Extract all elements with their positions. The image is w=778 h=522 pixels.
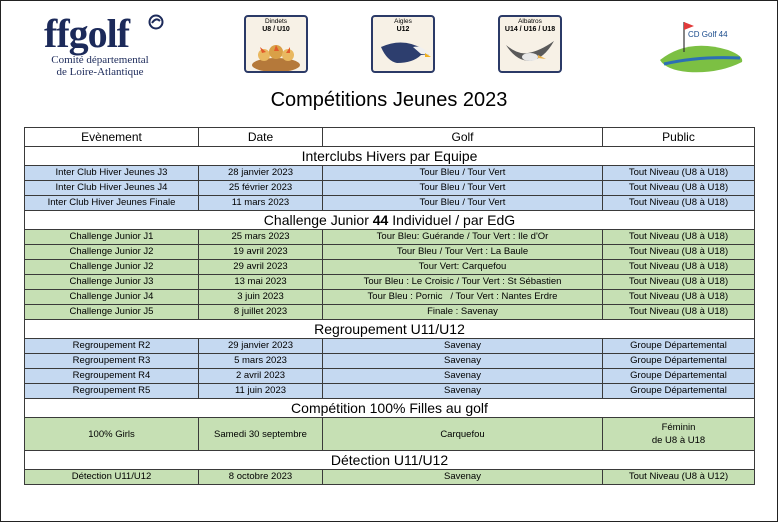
cell-public: Groupe Départemental xyxy=(603,339,755,354)
cell-event: Challenge Junior J2 xyxy=(25,245,199,260)
badge-name: Albatros xyxy=(518,18,542,25)
table-row xyxy=(25,305,755,320)
cell-golf: Savenay xyxy=(323,384,603,399)
table-header-row xyxy=(25,128,755,147)
cell-public-line2: de U8 à U18 xyxy=(651,435,706,446)
cell-event: Challenge Junior J2 xyxy=(25,260,199,275)
column-header-event: Evènement xyxy=(25,128,199,147)
cell-date: Samedi 30 septembre xyxy=(199,418,323,451)
cell-golf: Savenay xyxy=(323,470,603,485)
cell-date: 19 avril 2023 xyxy=(199,245,323,260)
ffgolf-logo xyxy=(44,11,169,78)
cell-event: Inter Club Hiver Jeunes J3 xyxy=(25,166,199,181)
cell-public: Tout Niveau (U8 à U18) xyxy=(603,260,755,275)
cell-public: Tout Niveau (U8 à U18) xyxy=(603,275,755,290)
table-row xyxy=(25,245,755,260)
cell-golf: Tour Bleu / Tour Vert xyxy=(323,166,603,181)
section-header-regroupement xyxy=(25,320,755,339)
table-row xyxy=(25,260,755,275)
table-row xyxy=(25,470,755,485)
cell-date: 3 juin 2023 xyxy=(199,290,323,305)
badge-category: U14 / U16 / U18 xyxy=(504,26,556,33)
table-row xyxy=(25,230,755,245)
cell-event: Challenge Junior J3 xyxy=(25,275,199,290)
cell-public: Groupe Départemental xyxy=(603,369,755,384)
badge-name: Aigles xyxy=(394,18,412,25)
cd-golf-44-text: CD Golf 44 xyxy=(688,30,728,39)
cell-public: Tout Niveau (U8 à U18) xyxy=(603,166,755,181)
cell-date: 13 mai 2023 xyxy=(199,275,323,290)
cell-golf: Tour Bleu / Tour Vert xyxy=(323,181,603,196)
cell-public: Groupe Départemental xyxy=(603,384,755,399)
cell-event: Challenge Junior J5 xyxy=(25,305,199,320)
section-header-filles xyxy=(25,399,755,418)
cell-public: Tout Niveau (U8 à U18) xyxy=(603,230,755,245)
cell-golf: Tour Bleu: Guérande / Tour Vert : Ile d'Or xyxy=(323,230,603,245)
section-header-challenge-junior xyxy=(25,211,755,230)
cell-date: 25 février 2023 xyxy=(199,181,323,196)
section-title-pre: Challenge Junior xyxy=(263,211,373,228)
table-row xyxy=(25,369,755,384)
ffgolf-subtitle-2: de Loire-Atlantique xyxy=(56,66,144,78)
ffgolf-wordmark: ffgolf xyxy=(44,11,130,56)
cell-event: Détection U11/U12 xyxy=(25,470,199,485)
section-title: Interclubs Hivers par Equipe xyxy=(25,147,755,166)
cell-golf: Savenay xyxy=(323,339,603,354)
cell-event: Inter Club Hiver Jeunes Finale xyxy=(25,196,199,211)
badge-aigles xyxy=(371,15,435,73)
cell-event: Inter Club Hiver Jeunes J4 xyxy=(25,181,199,196)
badge-category: U12 xyxy=(396,26,410,33)
cell-golf: Tour Bleu : Pornic / Tour Vert : Nantes Erdre xyxy=(323,290,603,305)
cell-date: 25 mars 2023 xyxy=(199,230,323,245)
albatross-icon xyxy=(500,33,560,71)
table-row xyxy=(25,166,755,181)
column-header-date: Date xyxy=(199,128,323,147)
cell-date: 5 mars 2023 xyxy=(199,354,323,369)
eagle-icon xyxy=(373,33,433,71)
table-row xyxy=(25,181,755,196)
section-title-post: Individuel / par EdG xyxy=(388,211,516,228)
table-row xyxy=(25,354,755,369)
table-row xyxy=(25,290,755,305)
cell-public-line1: Féminin xyxy=(661,422,696,433)
section-title-bold: 44 xyxy=(372,211,389,228)
cd-golf-44-logo xyxy=(658,16,744,76)
cell-event: Challenge Junior J4 xyxy=(25,290,199,305)
table-row xyxy=(25,196,755,211)
badge-category: U8 / U10 xyxy=(262,26,290,33)
cell-event: Challenge Junior J1 xyxy=(25,230,199,245)
cell-golf: Carquefou xyxy=(323,418,603,451)
golf-flag-hill-icon xyxy=(658,16,744,76)
ffgolf-swirl-icon xyxy=(148,14,164,30)
section-title: Compétition 100% Filles au golf xyxy=(25,399,755,418)
section-header-interclubs xyxy=(25,147,755,166)
chicks-in-nest-icon xyxy=(246,33,306,71)
section-title: Détection U11/U12 xyxy=(25,451,755,470)
badge-dindets xyxy=(244,15,308,73)
cell-golf: Tour Bleu : Le Croisic / Tour Vert : St Sébastien xyxy=(323,275,603,290)
ffgolf-subtitle-1: Comité départemental xyxy=(51,54,149,66)
cell-event: Regroupement R5 xyxy=(25,384,199,399)
cell-public: Tout Niveau (U8 à U18) xyxy=(603,290,755,305)
column-header-golf: Golf xyxy=(323,128,603,147)
cell-public: Tout Niveau (U8 à U18) xyxy=(603,245,755,260)
section-header-detection xyxy=(25,451,755,470)
cell-event: Regroupement R4 xyxy=(25,369,199,384)
cell-event: Regroupement R3 xyxy=(25,354,199,369)
cell-date: 29 avril 2023 xyxy=(199,260,323,275)
cell-date: 11 juin 2023 xyxy=(199,384,323,399)
section-title xyxy=(25,211,755,230)
table-row xyxy=(25,339,755,354)
badge-name: Dindets xyxy=(264,18,288,25)
cell-public xyxy=(603,418,755,451)
section-title: Regroupement U11/U12 xyxy=(25,320,755,339)
cell-date: 8 octobre 2023 xyxy=(199,470,323,485)
cell-public: Groupe Départemental xyxy=(603,354,755,369)
cell-public: Tout Niveau (U8 à U12) xyxy=(603,470,755,485)
badge-albatros xyxy=(498,15,562,73)
table-row xyxy=(25,418,755,451)
cell-public: Tout Niveau (U8 à U18) xyxy=(603,305,755,320)
table-row xyxy=(25,384,755,399)
page-title: Compétitions Jeunes 2023 xyxy=(270,89,508,111)
cell-event: Regroupement R2 xyxy=(25,339,199,354)
table-row xyxy=(25,275,755,290)
cell-date: 8 juillet 2023 xyxy=(199,305,323,320)
cell-date: 29 janvier 2023 xyxy=(199,339,323,354)
cell-public: Tout Niveau (U8 à U18) xyxy=(603,181,755,196)
cell-public: Tout Niveau (U8 à U18) xyxy=(603,196,755,211)
cell-date: 28 janvier 2023 xyxy=(199,166,323,181)
column-header-public: Public xyxy=(603,128,755,147)
cell-golf: Savenay xyxy=(323,354,603,369)
cell-golf: Savenay xyxy=(323,369,603,384)
cell-golf: Tour Bleu / Tour Vert xyxy=(323,196,603,211)
cell-event: 100% Girls xyxy=(25,418,199,451)
competitions-table xyxy=(24,127,755,485)
cell-date: 2 avril 2023 xyxy=(199,369,323,384)
cell-golf: Tour Vert: Carquefou xyxy=(323,260,603,275)
cell-golf: Tour Bleu / Tour Vert : La Baule xyxy=(323,245,603,260)
cell-golf: Finale : Savenay xyxy=(323,305,603,320)
cell-date: 11 mars 2023 xyxy=(199,196,323,211)
